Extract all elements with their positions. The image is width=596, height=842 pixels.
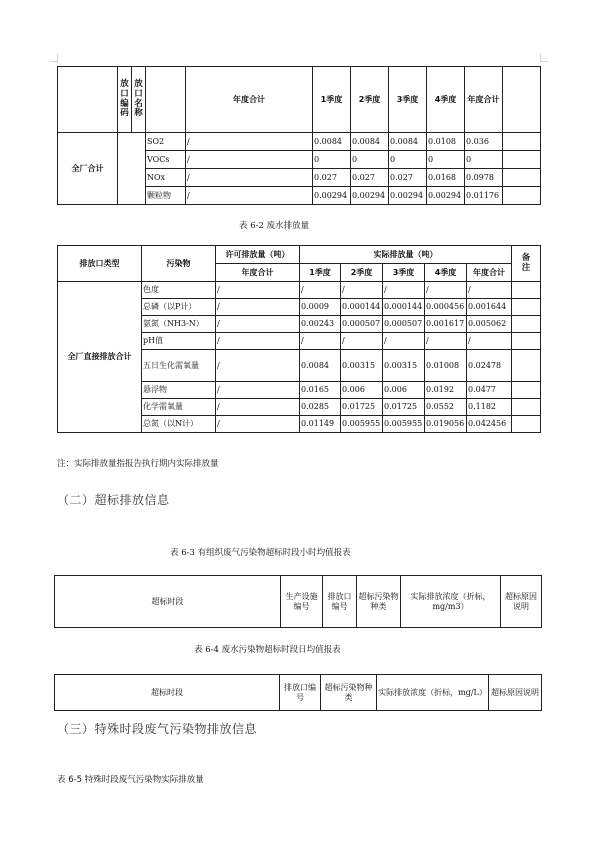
table-cell: /: [186, 169, 313, 187]
table-cell: 0.019056: [425, 416, 467, 433]
table-cell: /: [467, 282, 512, 299]
table-cell: NOx: [146, 169, 186, 187]
q3-header: 3季度: [389, 67, 427, 133]
table-cell: 0.001617: [425, 316, 467, 333]
exceed-period-header: 超标时段: [55, 576, 281, 628]
outlet-type-header: 排放口类型: [58, 246, 142, 282]
table-cell: 0.0084: [313, 133, 351, 151]
table-cell: 0.00294: [351, 187, 389, 205]
q2-header: 2季度: [351, 67, 389, 133]
table-cell: /: [341, 282, 383, 299]
table-cell: 0.01149: [300, 416, 341, 433]
caption-table-6-5: 表 6-5 特殊时段废气污染物实际排放量: [57, 775, 204, 785]
year-total-header: 年度合计: [465, 67, 503, 133]
table-cell: 五日生化需氧量: [142, 350, 216, 382]
table-cell: /: [216, 299, 300, 316]
table-cell: 0: [389, 151, 427, 169]
q4-header: 4季度: [427, 67, 465, 133]
table-cell: 0.0978: [465, 169, 503, 187]
table-cell: 0.00294: [389, 187, 427, 205]
table-cell: 0.000144: [341, 299, 383, 316]
table-cell: /: [186, 187, 313, 205]
q1-header: 1季度: [300, 264, 341, 282]
table-cell: 0.036: [465, 133, 503, 151]
table-cell: /: [300, 282, 341, 299]
table-cell: 0.006: [383, 382, 425, 399]
section-heading-exceed: （二）超标排放信息: [57, 493, 170, 507]
table-cell: 0.00294: [427, 187, 465, 205]
table-cell: 0.005955: [341, 416, 383, 433]
table-cell: 0.005955: [383, 416, 425, 433]
table-cell: 0.042456: [467, 416, 512, 433]
table-cell: 0.000456: [425, 299, 467, 316]
year-total-header: 年度合计: [467, 264, 512, 282]
table-cell: 颗粒物: [146, 187, 186, 205]
table-cell: /: [425, 333, 467, 350]
pollutant-header: 污染物: [142, 246, 216, 282]
air-emission-total-table: [57, 66, 541, 205]
table-cell: /: [341, 333, 383, 350]
plant-total-label: 全厂合计: [58, 133, 118, 205]
outlet-name-header: 放口名称: [134, 78, 143, 119]
table-cell: 0.0285: [300, 399, 341, 416]
table-cell: 0.000507: [341, 316, 383, 333]
corner-mark-top-right: [540, 54, 548, 62]
table-cell: 氨氮（NH3-N）: [142, 316, 216, 333]
table-cell: 化学需氧量: [142, 399, 216, 416]
footnote: 注：实际排放量指报告执行期内实际排放量: [57, 459, 219, 469]
caption-table-6-2: 表 6-2 废水排放量: [239, 221, 310, 231]
table-cell: 0.0192: [425, 382, 467, 399]
caption-table-6-3: 表 6-3 有组织废气污染物超标时段小时均值报表: [170, 548, 351, 558]
table-cell: 0.005062: [467, 316, 512, 333]
table-cell: /: [383, 282, 425, 299]
section-heading-special-period: （三）特殊时段废气污染物排放信息: [57, 722, 258, 736]
table-cell: /: [216, 382, 300, 399]
table-cell: 0.00315: [383, 350, 425, 382]
table-cell: 0.000144: [383, 299, 425, 316]
table-cell: 总磷（以P计）: [142, 299, 216, 316]
table-cell: SO2: [146, 133, 186, 151]
table-cell: 0.01725: [341, 399, 383, 416]
table-cell: 总氮（以N计）: [142, 416, 216, 433]
table-cell: 0.0009: [300, 299, 341, 316]
table-cell: 0.027: [351, 169, 389, 187]
outlet-code-header: 排放口编号: [323, 576, 357, 628]
table-cell: /: [425, 282, 467, 299]
outlet-code-header: 放口编码: [120, 78, 129, 119]
table-cell: /: [216, 399, 300, 416]
q4-header: 4季度: [425, 264, 467, 282]
table-cell: 0.0552: [425, 399, 467, 416]
caption-table-6-4: 表 6-4 废水污染物超标时段日均值报表: [194, 645, 341, 655]
table-cell: 0.027: [389, 169, 427, 187]
table-cell: /: [216, 282, 300, 299]
wastewater-emission-table: [57, 245, 541, 433]
actual-header: 实际排放量（吨）: [300, 246, 512, 264]
table-cell: /: [300, 333, 341, 350]
table-cell: 0: [427, 151, 465, 169]
table-cell: /: [186, 151, 313, 169]
table-cell: pH值: [142, 333, 216, 350]
table-cell: 0.0165: [300, 382, 341, 399]
table-cell: /: [216, 316, 300, 333]
table-cell: 0.0108: [427, 133, 465, 151]
table-cell: /: [383, 333, 425, 350]
table-cell: 0.0477: [467, 382, 512, 399]
facility-code-header: 生产设施编号: [281, 576, 323, 628]
table-cell: /: [216, 350, 300, 382]
table-cell: 0.1182: [467, 399, 512, 416]
table-cell: 0.027: [313, 169, 351, 187]
annual-total-header: 年度合计: [216, 264, 300, 282]
table-cell: 0: [351, 151, 389, 169]
table-cell: /: [216, 333, 300, 350]
annual-total-header: 年度合计: [186, 67, 313, 133]
table-cell: 0.00315: [341, 350, 383, 382]
table-cell: 色度: [142, 282, 216, 299]
exceed-pollutant-header: 超标污染物种类: [357, 576, 401, 628]
table-cell: 0.0084: [300, 350, 341, 382]
table-cell: /: [186, 133, 313, 151]
table-cell: 0.006: [341, 382, 383, 399]
concentration-header: 实际排放浓度（折标，mg/m3）: [401, 576, 501, 628]
table-cell: 悬浮物: [142, 382, 216, 399]
table-cell: 0.01008: [425, 350, 467, 382]
table-cell: 0.02478: [467, 350, 512, 382]
table-cell: 0: [313, 151, 351, 169]
table-cell: /: [216, 416, 300, 433]
air-exceed-hourly-table: [54, 575, 542, 628]
table-cell: VOCs: [146, 151, 186, 169]
table-cell: 0.0084: [389, 133, 427, 151]
exceed-reason-header: 超标原因说明: [489, 675, 542, 711]
table-cell: 0.01725: [383, 399, 425, 416]
remark-header: 备注: [521, 252, 531, 273]
direct-discharge-total-label: 全厂直接排放合计: [58, 282, 142, 433]
table-cell: 0.0084: [351, 133, 389, 151]
exceed-period-header: 超标时段: [55, 675, 280, 711]
exceed-reason-header: 超标原因说明: [501, 576, 542, 628]
table-cell: 0: [465, 151, 503, 169]
outlet-code-header: 排放口编号: [280, 675, 321, 711]
concentration-header: 实际排放浓度（折标，mg/L）: [377, 675, 489, 711]
corner-mark-top-left: [50, 54, 58, 62]
q1-header: 1季度: [313, 67, 351, 133]
table-cell: 0.0168: [427, 169, 465, 187]
q3-header: 3季度: [383, 264, 425, 282]
table-cell: 0.00243: [300, 316, 341, 333]
q2-header: 2季度: [341, 264, 383, 282]
permit-header: 许可排放量（吨）: [216, 246, 300, 264]
table-cell: 0.00294: [313, 187, 351, 205]
exceed-pollutant-header: 超标污染物种类: [321, 675, 377, 711]
wastewater-exceed-daily-table: [54, 674, 542, 711]
table-cell: /: [467, 333, 512, 350]
table-cell: 0.000507: [383, 316, 425, 333]
table-cell: 0.01176: [465, 187, 503, 205]
table-cell: 0.001644: [467, 299, 512, 316]
